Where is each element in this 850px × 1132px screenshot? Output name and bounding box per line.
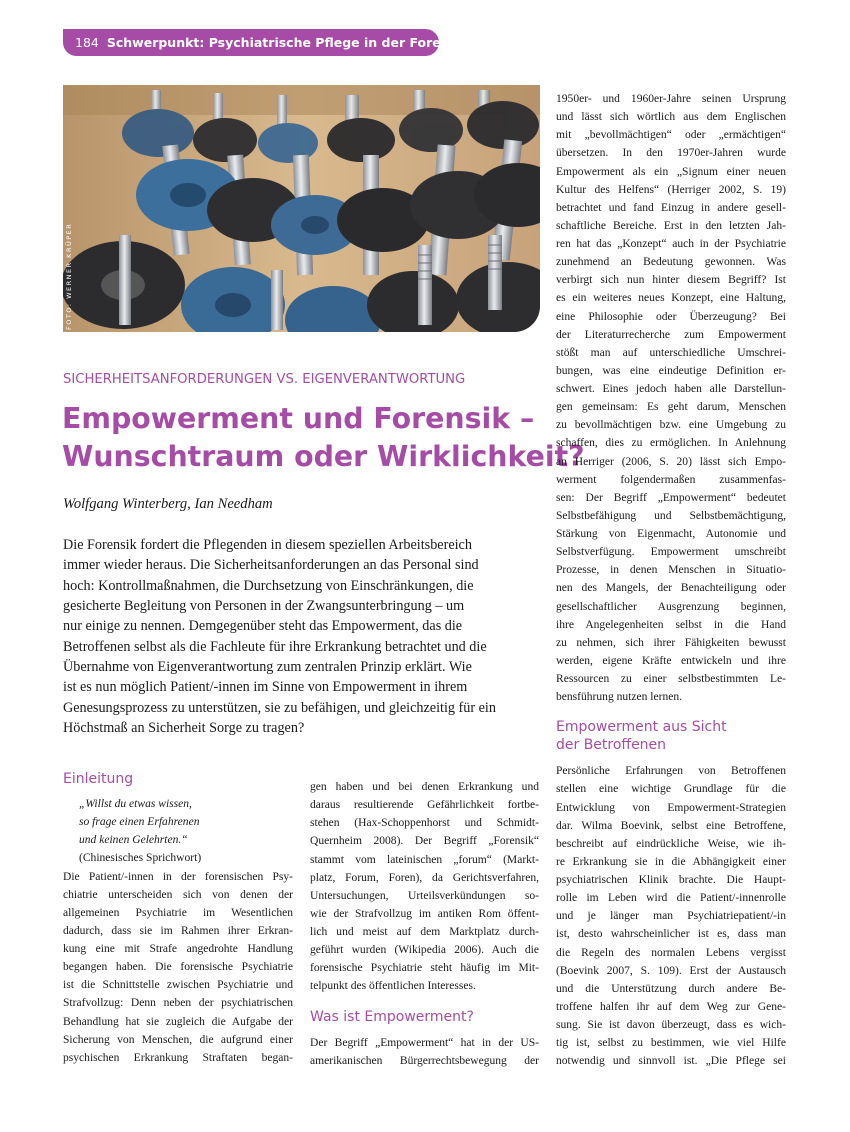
quote-line: „Willst du etwas wissen,	[79, 798, 192, 810]
text-line: schaffen, dies zu ermöglichen. In Anlehnung	[556, 437, 786, 450]
text-line: Die Forensik fordert die Pflegenden in diesem speziellen Arbeitsbereich	[63, 537, 472, 553]
text-line: Stärkung von Eigenmacht, Autonomie und	[556, 528, 786, 540]
column-3	[556, 90, 786, 1070]
text-line: wie der Strafvollzug im antiken Rom öffent-	[310, 907, 539, 920]
text-line: Behandlung hat sie zugleich die Aufgabe der	[63, 1015, 293, 1028]
text-line: begangen haben. Die forensische Psychiatrie	[63, 961, 293, 974]
epigraph-quote	[63, 795, 293, 868]
text-line: beschreibt auf eindrückliche Weise, wie ih-	[556, 837, 786, 850]
text-line: schwert. Eines jedoch haben alle Darstellun-	[556, 383, 786, 395]
text-line: Die Patient/-innen in der forensischen Psy-	[63, 870, 293, 883]
text-line: Untersuchungen, Urteilsverkündungen so-	[310, 889, 539, 902]
text-line: amerikanischen Bürgerrechtsbewegung der	[310, 1054, 539, 1067]
text-line: ist, desto wahrscheinlicher ist es, dass man	[556, 928, 786, 941]
column-2-body	[310, 778, 539, 996]
text-line: werment folgendermaßen zusammenfas-	[556, 473, 786, 486]
dumbbell-photo-illustration	[63, 85, 540, 332]
section-heading-sicht-der-betroffenen-line2: der Betroffenen	[556, 737, 667, 754]
text-line: nur einige zu nennen. Demgegenüber steht das Empowerment, das die	[63, 618, 463, 635]
running-title: Schwerpunkt: Psychiatrische Pflege in der Forensik	[106, 35, 470, 50]
text-line: zunehmend an Bedeutung gewonnen. Was	[556, 256, 786, 269]
column-1	[63, 770, 293, 1067]
text-line: Höchstmaß an Sicherheit Sorge zu tragen?	[63, 720, 305, 737]
text-line: an Herriger (2006, S. 20) lässt sich Empo-	[556, 455, 786, 468]
text-line: tig ist, selbst zu bestimmen, wie viel Hilfe	[556, 1037, 786, 1050]
text-line: bungen, was eine eindeutige Definition er-	[556, 364, 786, 377]
section-heading-einleitung: Einleitung	[63, 771, 134, 787]
text-line: telpunkt des öffentlichen Interesses.	[310, 980, 476, 993]
text-line: psychischen Erkrankung Straftaten began-	[63, 1051, 293, 1064]
article-kicker: SICHERHEITSANFORDERUNGEN VS. EIGENVERANTWORTUNG	[63, 372, 466, 387]
section-heading-sicht-der-betroffenen: Empowerment aus Sicht	[556, 719, 727, 736]
column-3-body	[556, 90, 786, 706]
text-line: psychiatrischen Klinik brachte. Die Haupt-	[556, 874, 786, 886]
column-3-body-continued	[556, 762, 786, 1070]
page-number: 184	[75, 35, 99, 50]
text-line: dadurch, dass sie im Rahmen ihrer Erkran-	[63, 924, 293, 937]
text-line: die Regeln des normalen Lebens vergisst	[556, 946, 786, 959]
text-line: ist es nun möglich Patient/-innen im Sinne von Empowerment in ihrem	[63, 679, 468, 696]
article-title	[62, 400, 585, 476]
text-line: der Literaturrecherche zum Empowerment	[556, 328, 786, 341]
text-line: Sicherung von Menschen, die aufgrund einer	[63, 1033, 293, 1046]
quote-line: und keinen Gelehrten.“	[79, 834, 188, 847]
text-line: mit „bevollmächtigen“ oder „ermächtigen“	[556, 129, 786, 142]
article-authors: Wolfgang Winterberg, Ian Needham	[63, 496, 273, 512]
text-line: sen: Der Begriff „Empowerment“ bedeutet	[556, 491, 786, 504]
text-line: und die Unterstützung durch andere Be-	[556, 982, 786, 995]
text-line: daraus resultierende Gefährlichkeit fortbe-	[310, 799, 539, 812]
text-line: dar. Wilma Boevink, selbst eine Betroffene,	[556, 819, 786, 832]
text-line: Selbstbefähigung und Selbstbemächtigung,	[556, 509, 786, 522]
text-line: Persönliche Erfahrungen von Betroffenen	[556, 765, 786, 778]
text-line: gesellschaftlicher Ausgrenzung beginnen,	[556, 600, 786, 613]
text-line: immer wieder heraus. Die Sicherheitsanforderungen an das Personal sind	[63, 557, 479, 574]
text-line: Strafvollzug: Denn neben der psychiatrischen	[63, 997, 293, 1010]
text-line: re Erkrankung sie in die Abhängigkeit einer	[556, 855, 786, 868]
text-line: chiatrie unterscheiden sich von denen der	[63, 888, 293, 901]
text-line: forensische Psychiatrie steht häufig im Mit-	[310, 962, 539, 975]
column-1-body	[63, 868, 293, 1067]
quote-source: (Chinesisches Sprichwort)	[79, 852, 202, 865]
dumbbell-rack-photo	[63, 85, 540, 332]
column-2-body-continued	[310, 1034, 539, 1070]
quote-line: so frage einen Erfahrenen	[79, 816, 200, 829]
text-line: hoch: Kontrollmaßnahmen, die Durchsetzung von Einschränkungen, die	[63, 577, 474, 594]
text-line: werden, eigene Kräfte entwickeln und ihre	[556, 654, 786, 667]
text-line: Quernheim 2008). Der Begriff „Forensik“	[310, 835, 539, 848]
text-line: 1950er- und 1960er-Jahre seinen Ursprung	[556, 93, 786, 105]
photo-credit: FOTO: WERNER KRÜPER	[65, 222, 73, 330]
text-line: eine Philosophie oder Überzeugung? Bei	[556, 310, 786, 323]
text-line: verbirgt sich nun hinter diesem Begriff? Ist	[556, 274, 786, 287]
text-line: ist die Schnittstelle zwischen Psychiatrie und	[63, 979, 293, 992]
text-line: und je länger man Psychiatriepatient/-in	[556, 910, 786, 923]
text-line: zu bevollmächtigen bzw. eine Umgebung zu	[556, 419, 786, 432]
column-2	[310, 778, 539, 1070]
text-line: betrachtet und fand Einzug in andere gesell-	[556, 201, 786, 214]
text-line: gen gemeinsam: Es geht darum, Menschen	[556, 401, 786, 414]
text-line: stammt vom lateinischen „forum“ (Markt-	[310, 853, 539, 866]
text-line: gen haben und bei denen Erkrankung und	[310, 781, 539, 793]
running-header	[63, 29, 470, 56]
text-line: stößt man auf unterschiedliche Umschrei-	[556, 346, 786, 359]
text-line: Selbstverfügung. Empowerment umschreibt	[556, 546, 786, 559]
text-line: Kultur des Helfens“ (Herriger 2002, S. 19)	[556, 183, 786, 196]
text-line: es ein weiteres neues Konzept, eine Haltung,	[556, 292, 786, 305]
text-line: Ressourcen zu einer selbstbestimmten Le-	[556, 673, 786, 685]
text-line: Empowerment als ein „Signum einer neuen	[556, 165, 786, 178]
text-line: schaftliche Bereiche. Erst in den letzten Jah-	[556, 219, 786, 232]
text-line: übersetzen. In den 1970er-Jahren wurde	[556, 147, 786, 160]
text-line: lich und meist auf dem Marktplatz durch-	[310, 926, 539, 938]
text-line: notwendig und sinnvoll ist. „Die Pflege sei	[556, 1055, 786, 1068]
text-line: Genesungsprozess zu unterstützen, sie zu befähigen, und gleichzeitig für ein	[63, 699, 496, 716]
text-line: und lässt sich wörtlich aus dem Englischen	[556, 111, 786, 124]
text-line: allgemeinen Psychiatrie im Wesentlichen	[63, 906, 293, 919]
text-line: zu nehmen, sich ihrer Fähigkeiten bewusst	[556, 636, 786, 649]
text-line: platz, Forum, Foren), da Gerichtsverfahren,	[310, 871, 539, 884]
text-line: geführt wurden (Wikipedia 2006). Auch die	[310, 944, 539, 957]
text-line: stehen (Hax-Schoppenhorst und Schmidt-	[310, 817, 539, 830]
text-line: bensführung nutzen lernen.	[556, 691, 683, 704]
text-line: troffene halfen ihr auf dem Weg zur Gene-	[556, 1000, 786, 1013]
text-line: kung eine mit Strafe angedrohte Handlung	[63, 943, 293, 955]
text-line: Der Begriff „Empowerment“ hat in der US-	[310, 1036, 539, 1049]
text-line: Betroffenen selbst als die Fachleute für ihre Erkrankung betrachtet und die	[63, 638, 487, 655]
text-line: Übernahme von Eigenverantwortung zum zentralen Prinzip erklärt. Wie	[63, 659, 472, 676]
article-lead	[63, 535, 543, 738]
text-line: stellen eine wichtige Grundlage für die	[556, 783, 786, 796]
text-line: ihre Angelegenheiten selbst in die Hand	[556, 618, 786, 631]
text-line: Entwicklung von Empowerment-Strategien	[556, 801, 786, 814]
title-line: Empowerment und Forensik –	[62, 402, 535, 435]
section-heading-was-ist-empowerment: Was ist Empowerment?	[310, 1008, 474, 1025]
text-line: sung. Sie ist davon überzeugt, dass es wich-	[556, 1019, 786, 1031]
text-line: nen des Mangels, der Benachteiligung oder	[556, 582, 786, 595]
text-line: gesicherte Begleitung von Personen in der Zwangsunterbringung – um	[63, 598, 465, 615]
text-line: rolle im Leben wird die Patient/-innenrolle	[556, 892, 786, 905]
text-line: ren hat das „Konzept“ auch in der Psychiatrie	[556, 238, 786, 250]
title-line: Wunschtraum oder Wirklichkeit?	[62, 440, 585, 473]
text-line: Prozesse, in denen Menschen in Situatio-	[556, 564, 786, 577]
text-line: (Boevink 2007, S. 109). Erst der Austausch	[556, 964, 786, 977]
